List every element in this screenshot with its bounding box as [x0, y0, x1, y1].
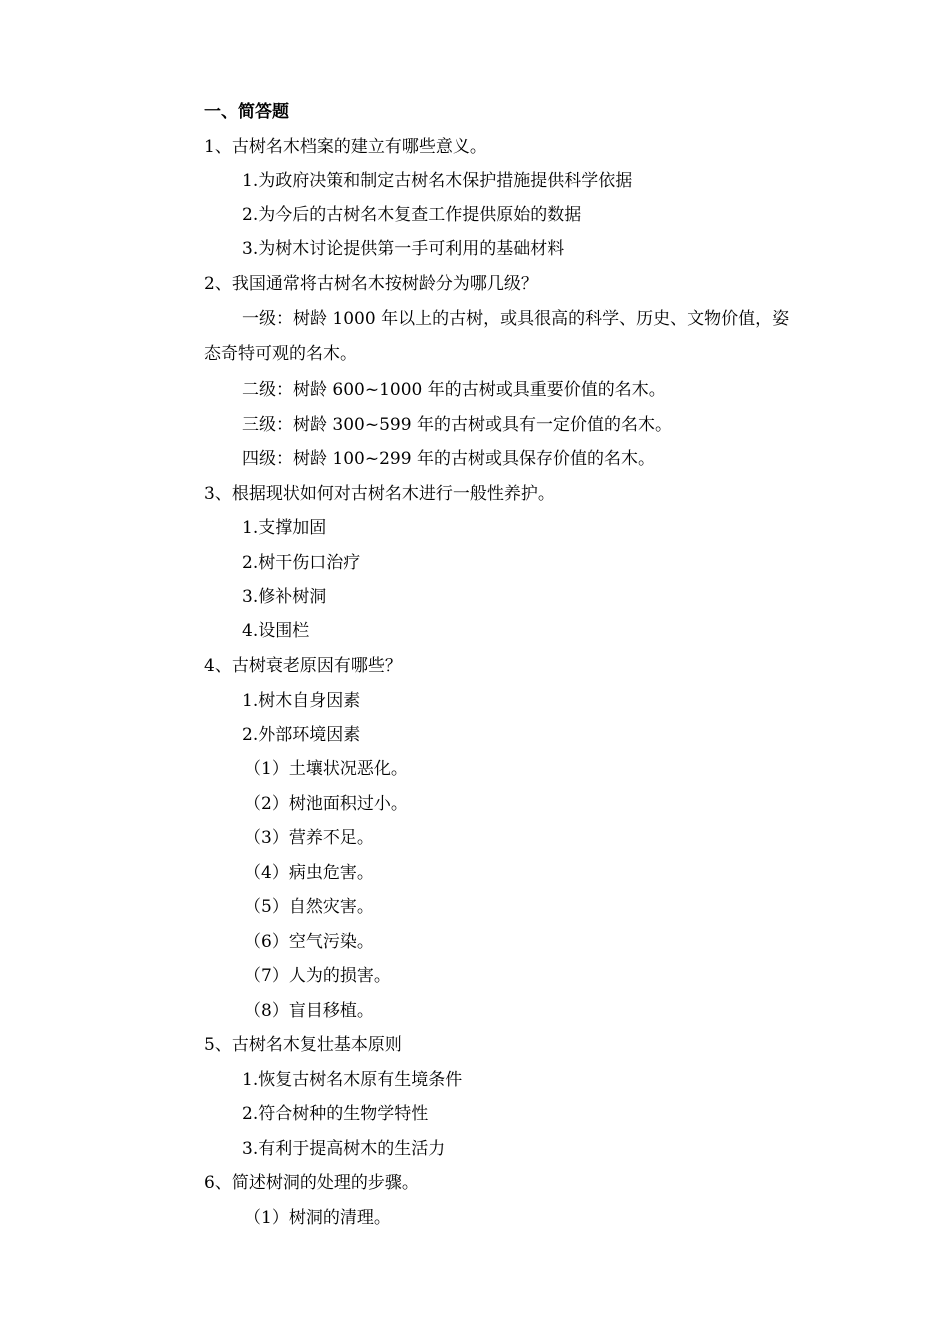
- q5-answer-1: 1.恢复古树名木原有生境条件: [242, 1070, 463, 1090]
- q4-sub-item-8: （8）盲目移植。: [244, 1001, 374, 1021]
- question-2: 2、我国通常将古树名木按树龄分为哪几级？: [204, 274, 538, 294]
- q4-answer-1: 1.树木自身因素: [242, 691, 361, 711]
- q4-sub-item-1: （1）土壤状况恶化。: [244, 759, 408, 779]
- q1-answer-2: 2.为今后的古树名木复查工作提供原始的数据: [242, 205, 582, 225]
- question-6: 6、简述树洞的处理的步骤。: [204, 1173, 419, 1193]
- q1-answer-1: 1.为政府决策和制定古树名木保护措施提供科学依据: [242, 171, 633, 191]
- question-4: 4、古树衰老原因有哪些？: [204, 656, 402, 676]
- q4-sub-item-7: （7）人为的损害。: [244, 966, 391, 986]
- question-5: 5、古树名木复壮基本原则: [204, 1035, 402, 1055]
- q1-answer-3: 3.为树木讨论提供第一手可利用的基础材料: [242, 239, 565, 259]
- q4-sub-item-4: （4）病虫危害。: [244, 863, 374, 883]
- q2-level-1: 一级：树龄 1000 年以上的古树，或具很高的科学、历史、文物价值，姿: [242, 309, 790, 329]
- q4-sub-item-2: （2）树池面积过小。: [244, 794, 408, 814]
- q4-sub-item-3: （3）营养不足。: [244, 828, 374, 848]
- question-1: 1、古树名木档案的建立有哪些意义。: [204, 137, 487, 157]
- q3-answer-4: 4.设围栏: [242, 621, 310, 641]
- q3-answer-2: 2.树干伤口治疗: [242, 553, 361, 573]
- q2-level-1-continued: 态奇特可观的名木。: [204, 344, 357, 364]
- q4-sub-item-5: （5）自然灾害。: [244, 897, 374, 917]
- q2-level-3: 三级：树龄 300~599 年的古树或具有一定价值的名木。: [242, 415, 672, 435]
- q4-answer-2: 2.外部环境因素: [242, 725, 361, 745]
- q5-answer-2: 2.符合树种的生物学特性: [242, 1104, 429, 1124]
- q6-sub-item-1: （1）树洞的清理。: [244, 1208, 391, 1228]
- q3-answer-3: 3.修补树洞: [242, 587, 327, 607]
- q2-level-2: 二级：树龄 600~1000 年的古树或具重要价值的名木。: [242, 380, 666, 400]
- q5-answer-3: 3.有利于提高树木的生活力: [242, 1139, 446, 1159]
- q2-level-4: 四级：树龄 100~299 年的古树或具保存价值的名木。: [242, 449, 655, 469]
- question-3: 3、根据现状如何对古树名木进行一般性养护。: [204, 484, 555, 504]
- q3-answer-1: 1.支撑加固: [242, 518, 327, 538]
- q4-sub-item-6: （6）空气污染。: [244, 932, 374, 952]
- section-title: 一、简答题: [204, 102, 289, 122]
